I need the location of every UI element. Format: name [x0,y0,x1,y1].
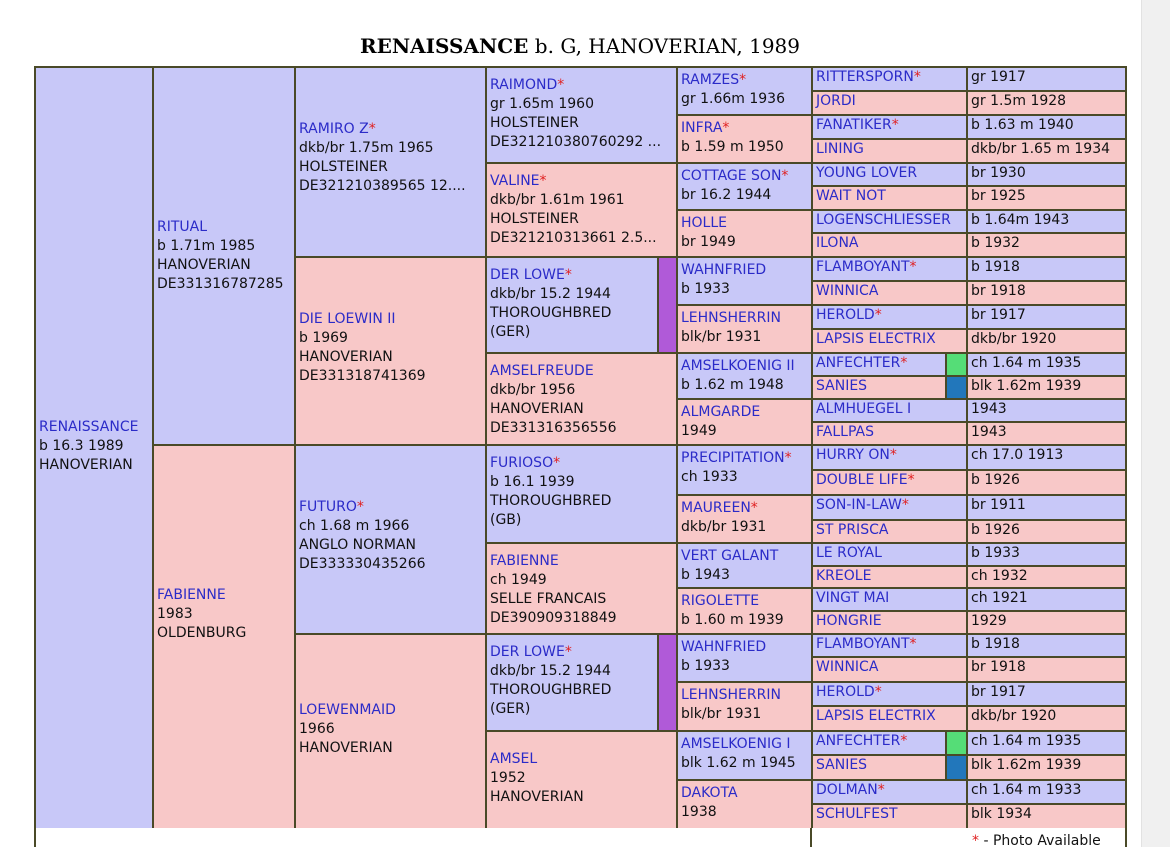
pedigree-info-cell [968,707,1125,730]
horse-name-link[interactable]: AMSELKOENIG I [681,736,791,752]
photo-star-icon: * [901,497,909,513]
horse-name-link[interactable]: WINNICA [816,659,879,675]
horse-detail: b 1932 [971,235,1020,251]
horse-detail: 1938 [681,804,717,820]
pedigree-name-cell [813,781,966,803]
pedigree-cell-g5-7 [678,400,811,444]
horse-detail: THOROUGHBRED [490,682,612,698]
horse-name-link[interactable]: LAPSIS ELECTRIX [816,708,936,724]
horse-name-link[interactable]: FLAMBOYANT [816,259,910,275]
pedigree-cell-g3-2 [296,446,485,633]
color-swatch-blue [947,756,966,779]
pedigree-info-cell [968,330,1125,352]
pedigree-name-cell [813,377,945,398]
horse-name-link[interactable]: SANIES [816,757,868,773]
photo-star-icon: * [784,450,792,466]
horse-detail: b 1933 [681,281,730,297]
pedigree-cell-g4-5 [487,544,676,633]
horse-detail: blk 1.62 m 1945 [681,755,796,771]
horse-detail: DE331316787285 [157,276,284,292]
pedigree-name-cell [813,330,966,352]
horse-name-link[interactable]: PRECIPITATION [681,450,785,466]
horse-name-link[interactable]: FANATIKER [816,117,892,133]
horse-detail: b 1933 [971,545,1020,561]
pedigree-name-cell [813,496,966,519]
pedigree-cell-g5-5 [678,306,811,352]
horse-name-link[interactable]: LEHNSHERRIN [681,687,781,703]
horse-name-link[interactable]: AMSELFREUDE [490,363,594,379]
horse-name-link[interactable]: WAHNFRIED [681,639,767,655]
pedigree-cell-g5-3 [678,211,811,256]
horse-name-link[interactable]: DOUBLE LIFE [816,472,908,488]
horse-detail: blk/br 1931 [681,706,762,722]
photo-star-icon: * [557,77,565,93]
horse-detail: 1966 [299,721,335,737]
photo-star-icon: * [891,117,899,133]
pedigree-name-cell [813,471,966,494]
horse-name-link[interactable]: FURIOSO [490,455,554,471]
horse-detail: br 1925 [971,188,1026,204]
pedigree-info-cell [968,282,1125,304]
horse-detail: gr 1.65m 1960 [490,96,594,112]
pedigree-info-cell [968,92,1125,114]
pedigree-name-cell [813,521,966,542]
pedigree-name-cell [813,683,966,705]
pedigree-name-cell [813,423,966,444]
photo-star-icon: * [909,259,917,275]
horse-name-link[interactable]: WAHNFRIED [681,262,767,278]
horse-detail: ch 1.64 m 1935 [971,355,1082,371]
pedigree-cell-g5-8 [678,446,811,494]
horse-detail: DE333330435266 [299,556,426,572]
horse-detail: blk 1934 [971,806,1032,822]
page-title [0,34,1160,58]
photo-star-icon: * [539,173,547,189]
photo-star-icon: * [874,684,882,700]
horse-name-link[interactable]: LAPSIS ELECTRIX [816,331,936,347]
horse-detail: ch 1.64 m 1935 [971,733,1082,749]
pedigree-cell-g5-4 [678,258,811,304]
horse-detail: DE321210313661 2.5... [490,230,657,246]
horse-detail: HANOVERIAN [490,789,584,805]
pedigree-info-cell [968,400,1125,421]
horse-name-link[interactable]: RITUAL [157,219,208,235]
pedigree-name-cell [813,805,966,828]
horse-detail: HANOVERIAN [299,349,393,365]
pedigree-cell-g5-1 [678,116,811,162]
pedigree-cell-g5-0 [678,68,811,114]
horse-name-link[interactable]: WAIT NOT [816,188,886,204]
horse-name-link[interactable]: FABIENNE [490,553,559,569]
horse-name-link[interactable]: HEROLD [816,307,875,323]
horse-name-link[interactable]: COTTAGE SON [681,168,782,184]
horse-name-link[interactable]: ANFECHTER [816,733,901,749]
horse-name-link[interactable]: KREOLE [816,568,872,584]
pedigree-name-cell [813,635,966,656]
pedigree-info-cell [968,756,1125,779]
horse-name-link[interactable]: HEROLD [816,684,875,700]
scrollbar-track[interactable] [1141,0,1170,847]
horse-detail: br 1917 [971,684,1026,700]
pedigree-name-cell [813,164,966,185]
pedigree-info-cell [968,164,1125,185]
horse-detail: (GER) [490,324,531,340]
horse-detail: (GER) [490,701,531,717]
horse-detail: blk 1.62m 1939 [971,378,1082,394]
pedigree-info-cell [968,446,1125,469]
pedigree-info-cell [968,377,1125,398]
horse-detail: SELLE FRANCAIS [490,591,607,607]
pedigree-cell-g5-11 [678,589,811,633]
pedigree-cell-g4-4 [487,446,676,542]
horse-detail: ch 1.64 m 1933 [971,782,1082,798]
horse-detail: ch 1933 [681,469,738,485]
pedigree-name-cell [813,658,966,681]
horse-detail: br 1918 [971,659,1026,675]
photo-star-icon: * [722,120,730,136]
horse-detail: HOLSTEINER [299,159,388,175]
pedigree-cell-g5-9 [678,496,811,542]
pedigree-info-cell [968,635,1125,656]
horse-detail: br 1911 [971,497,1026,513]
horse-name-link[interactable]: ST PRISCA [816,522,889,538]
pedigree-cell-g5-14 [678,732,811,779]
pedigree-name-cell [813,140,966,162]
pedigree-info-cell [968,496,1125,519]
pedigree-cell-g3-1 [296,258,485,444]
pedigree-info-cell [968,521,1125,542]
pedigree-cell-g5-6 [678,354,811,398]
color-swatch-purple [659,258,676,352]
horse-detail: gr 1.5m 1928 [971,93,1067,109]
horse-detail: b 1.60 m 1939 [681,612,784,628]
horse-name-link[interactable]: RIGOLETTE [681,593,760,609]
horse-name-link[interactable]: FLAMBOYANT [816,636,910,652]
photo-star-icon: * [877,782,885,798]
pedigree-name-cell [813,589,966,610]
pedigree-cell-g2-0 [154,68,294,444]
horse-name-link[interactable]: ILONA [816,235,859,251]
pedigree-name-cell [813,354,945,375]
pedigree-cell-g4-7 [487,732,676,828]
pedigree-table [34,66,1127,828]
pedigree-cell-g4-2 [487,258,657,352]
horse-name-link[interactable]: LEHNSHERRIN [681,310,781,326]
color-swatch-purple [659,635,676,730]
pedigree-cell-g3-3 [296,635,485,828]
photo-star-icon: * [553,455,561,471]
pedigree-info-cell [968,683,1125,705]
pedigree-info-cell [968,187,1125,209]
horse-detail: HANOVERIAN [39,457,133,473]
horse-name-link[interactable]: INFRA [681,120,723,136]
horse-name-link[interactable]: VINGT MAI [816,590,890,606]
horse-detail: b 1926 [971,472,1020,488]
horse-detail: b 1.64m 1943 [971,212,1070,228]
horse-detail: br 1917 [971,307,1026,323]
horse-name-link[interactable]: JORDI [816,93,856,109]
horse-detail: HANOVERIAN [490,401,584,417]
horse-detail: ch 17.0 1913 [971,447,1064,463]
horse-name-link[interactable]: MAUREEN [681,500,751,516]
pedigree-name-cell [813,68,966,90]
pedigree-name-cell [813,756,945,779]
horse-name-link[interactable]: LE ROYAL [816,545,882,561]
horse-detail: 1952 [490,770,526,786]
horse-detail: dkb/br 1956 [490,382,576,398]
horse-detail: ch 1949 [490,572,547,588]
horse-detail: OLDENBURG [157,625,247,641]
pedigree-cell-g4-3 [487,354,676,444]
pedigree-info-cell [968,258,1125,280]
horse-detail: HANOVERIAN [157,257,251,273]
horse-name-link[interactable]: FALLPAS [816,424,874,440]
pedigree-cell-g5-10 [678,544,811,587]
horse-name-link[interactable]: RAMZES [681,72,740,88]
pedigree-info-cell [968,140,1125,162]
pedigree-name-cell [813,92,966,114]
horse-name-link[interactable]: HURRY ON [816,447,890,463]
horse-detail: dkb/br 1.75m 1965 [299,140,434,156]
horse-name: RENAISSANCE [360,34,529,58]
horse-detail: gr 1917 [971,69,1026,85]
horse-name-link[interactable]: ALMGARDE [681,404,761,420]
photo-star-icon: * [900,355,908,371]
photo-star-icon: * [909,636,917,652]
color-swatch-blue [947,377,966,398]
horse-name-link[interactable]: RENAISSANCE [39,419,139,435]
horse-detail: 1943 [971,424,1007,440]
horse-detail: DE331316356556 [490,420,617,436]
horse-name-link[interactable]: LOEWENMAID [299,702,396,718]
photo-star-icon: * [972,833,979,849]
photo-star-icon: * [739,72,747,88]
photo-star-icon: * [900,733,908,749]
horse-detail: HOLSTEINER [490,211,579,227]
horse-name-link[interactable]: HONGRIE [816,613,882,629]
horse-detail: HOLSTEINER [490,115,579,131]
horse-name-link[interactable]: FUTURO [299,499,357,515]
horse-name-link[interactable]: LINING [816,141,864,157]
horse-detail: b 1926 [971,522,1020,538]
horse-detail: dkb/br 1931 [681,519,767,535]
horse-detail: dkb/br 15.2 1944 [490,286,611,302]
pedigree-info-cell [968,781,1125,803]
pedigree-name-cell [813,306,966,328]
horse-detail: b 1.62 m 1948 [681,377,784,393]
horse-detail: b 1933 [681,658,730,674]
horse-name-link[interactable]: ANFECHTER [816,355,901,371]
horse-detail: b 1.63 m 1940 [971,117,1074,133]
horse-detail: dkb/br 1.65 m 1934 [971,141,1111,157]
pedigree-cell-g5-13 [678,683,811,730]
horse-detail: DE390909318849 [490,610,617,626]
photo-star-icon: * [750,500,758,516]
horse-name-link[interactable]: RAIMOND [490,77,558,93]
horse-name-link[interactable]: DIE LOEWIN II [299,311,396,327]
photo-star-icon: * [874,307,882,323]
horse-detail: ch 1932 [971,568,1028,584]
horse-detail: dkb/br 1920 [971,331,1057,347]
pedigree-name-cell [813,116,966,138]
horse-detail: b 16.3 1989 [39,438,124,454]
horse-name-link[interactable]: HOLLE [681,215,727,231]
photo-star-icon: * [781,168,789,184]
horse-name-link[interactable]: FABIENNE [157,587,226,603]
pedigree-info-cell [968,612,1125,633]
pedigree-info-cell [968,116,1125,138]
horse-detail: DE321210380760292 ... [490,134,662,150]
horse-detail: dkb/br 15.2 1944 [490,663,611,679]
horse-detail: HANOVERIAN [299,740,393,756]
pedigree-info-cell [968,567,1125,587]
horse-name-link[interactable]: VALINE [490,173,540,189]
pedigree-cell-g5-12 [678,635,811,681]
pedigree-name-cell [813,544,966,565]
horse-detail: ch 1921 [971,590,1028,606]
horse-detail: b 1.59 m 1950 [681,139,784,155]
pedigree-cell-g1-0 [36,68,152,828]
horse-name-link[interactable]: WINNICA [816,283,879,299]
pedigree-name-cell [813,258,966,280]
pedigree-info-cell [968,68,1125,90]
photo-star-icon: * [564,267,572,283]
horse-name-link[interactable]: LOGENSCHLIESSER [816,212,951,228]
photo-star-icon: * [356,499,364,515]
horse-name-link[interactable]: DAKOTA [681,785,738,801]
photo-star-icon: * [889,447,897,463]
pedigree-name-cell [813,612,966,633]
color-swatch-green [947,732,966,754]
pedigree-info-cell [968,306,1125,328]
pedigree-name-cell [813,187,966,209]
horse-detail: THOROUGHBRED [490,305,612,321]
pedigree-info-cell [968,805,1125,828]
horse-name-link[interactable]: DOLMAN [816,782,878,798]
legend-divider [810,828,812,847]
horse-name-link[interactable]: YOUNG LOVER [816,165,918,181]
horse-name-link[interactable]: SON-IN-LAW [816,497,902,513]
pedigree-name-cell [813,234,966,256]
horse-detail: ch 1.68 m 1966 [299,518,410,534]
pedigree-name-cell [813,400,966,421]
horse-detail: THOROUGHBRED [490,493,612,509]
pedigree-cell-g4-0 [487,68,676,162]
horse-detail: br 1949 [681,234,736,250]
legend-row [34,828,1127,847]
photo-star-icon: * [368,121,376,137]
horse-detail: DE331318741369 [299,368,426,384]
horse-detail: dkb/br 1920 [971,708,1057,724]
horse-summary: b. G, HANOVERIAN, 1989 [528,34,800,58]
photo-legend-text: - Photo Available [979,833,1101,849]
horse-detail: gr 1.66m 1936 [681,91,785,107]
pedigree-info-cell [968,471,1125,494]
horse-name-link[interactable]: VERT GALANT [681,548,779,564]
horse-name-link[interactable]: AMSELKOENIG II [681,358,795,374]
horse-detail: blk 1.62m 1939 [971,757,1082,773]
horse-detail: 1943 [971,401,1007,417]
pedigree-name-cell [813,211,966,232]
horse-name-link[interactable]: RITTERSPORN [816,69,914,85]
horse-name-link[interactable]: DER LOWE [490,267,565,283]
horse-detail: br 1918 [971,283,1026,299]
horse-detail: br 16.2 1944 [681,187,772,203]
pedigree-info-cell [968,354,1125,375]
horse-detail: 1983 [157,606,193,622]
horse-detail: DE321210389565 12.... [299,178,466,194]
pedigree-info-cell [968,589,1125,610]
pedigree-name-cell [813,732,945,754]
pedigree-info-cell [968,211,1125,232]
pedigree-name-cell [813,567,966,587]
pedigree-name-cell [813,707,966,730]
pedigree-cell-g4-6 [487,635,657,730]
horse-name-link[interactable]: RAMIRO Z [299,121,369,137]
horse-detail: br 1930 [971,165,1026,181]
photo-star-icon: * [564,644,572,660]
pedigree-cell-g5-15 [678,781,811,828]
pedigree-name-cell [813,446,966,469]
horse-detail: b 1.71m 1985 [157,238,256,254]
horse-detail: blk/br 1931 [681,329,762,345]
horse-detail: b 1918 [971,636,1020,652]
pedigree-cell-g2-1 [154,446,294,828]
pedigree-info-cell [968,423,1125,444]
horse-name-link[interactable]: AMSEL [490,751,538,767]
horse-name-link[interactable]: DER LOWE [490,644,565,660]
pedigree-info-cell [968,658,1125,681]
horse-name-link[interactable]: ALMHUEGEL I [816,401,912,417]
pedigree-info-cell [968,544,1125,565]
photo-star-icon: * [913,69,921,85]
horse-detail: (GB) [490,512,522,528]
pedigree-info-cell [968,732,1125,754]
horse-name-link[interactable]: SCHULFEST [816,806,898,822]
horse-detail: dkb/br 1.61m 1961 [490,192,625,208]
horse-detail: ANGLO NORMAN [299,537,417,553]
horse-detail: b 1969 [299,330,348,346]
horse-name-link[interactable]: SANIES [816,378,868,394]
horse-detail: 1929 [971,613,1007,629]
pedigree-info-cell [968,234,1125,256]
color-swatch-green [947,354,966,375]
horse-detail: b 16.1 1939 [490,474,575,490]
horse-detail: b 1918 [971,259,1020,275]
pedigree-cell-g3-0 [296,68,485,256]
horse-detail: 1949 [681,423,717,439]
pedigree-cell-g5-2 [678,164,811,209]
pedigree-cell-g4-1 [487,164,676,256]
photo-star-icon: * [907,472,915,488]
horse-detail: b 1943 [681,567,730,583]
pedigree-name-cell [813,282,966,304]
